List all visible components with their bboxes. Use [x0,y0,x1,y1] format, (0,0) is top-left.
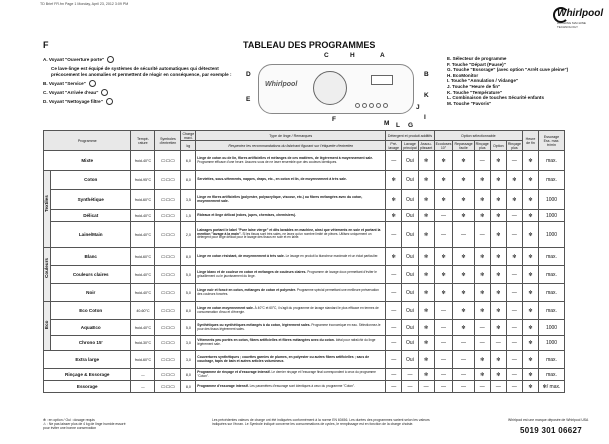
programme-desc: Linge noir et foncé en coton, mélanges de coton et polyester. Programme spécial permettant une meilleure préservation des couleurs foncées. [196,284,386,302]
cell-spin: max. [539,248,565,266]
cell-o3: — [474,381,490,393]
legend-l: L. Combinaison de touches Sécurité enfants [447,95,544,101]
cell-o3: ✻ [474,248,490,266]
cell-wash: Oui [402,284,418,302]
legend-j: J. Touche "Heure de fin" [447,83,501,89]
programme-temp: froid-40°C [131,151,155,171]
programme-temp: froid-60°C [131,351,155,369]
cell-wash: Oui [402,320,418,336]
cell-soft: — [418,381,434,393]
legend-c: C. Voyant "Arrivée d'eau" [43,89,233,96]
cell-o4: — [490,381,506,393]
care-symbols-icon: ▭▭▭ [155,336,181,351]
door-icon [107,56,114,63]
cell-soft: ✻ [418,248,434,266]
care-symbols-icon: ▭▭▭ [155,351,181,369]
cell-o5: — [506,302,522,320]
programme-name: Délicat [51,210,131,222]
cell-o3: ✻ [474,190,490,210]
cell-wash: Oui [402,151,418,171]
cell-o2: ✻ [453,266,474,284]
cell-o2: ✻ [453,320,474,336]
footnote-left: ✻ : en option / Oui : dosage requis ⚠ : Ne pas laisser plus de 4 kg de linge humide essoré pour éviter une bonne conservation [43,418,126,430]
th-detergent: Détergent et produit additifs [386,131,434,141]
table-row [44,369,565,381]
programme-name: AquaEco [51,320,131,336]
cell-soft: ✻ [418,302,434,320]
cell-wash: Oui [402,210,418,222]
cell-o2: — [453,351,474,369]
cell-o2: ✻ [453,284,474,302]
cell-o3: ✻ [474,210,490,222]
cell-o3: — [474,336,490,351]
programme-load: 8,0 [181,302,196,320]
cell-soft: ✻ [418,190,434,210]
th-opt2: Repassage facile [454,141,473,150]
cell-t: ✻ [523,351,539,369]
cell-soft: ✻ [418,351,434,369]
cell-o5: — [506,369,522,381]
programme-desc: Serviettes, sous-vêtements, nappes, draps, etc., en coton et lin, de moyennement à très sale. [196,171,386,190]
cell-o1: ✻ [434,248,453,266]
cell-spin: 1000 [539,320,565,336]
cell-soft: ✻ [418,369,434,381]
care-symbols-icon: ▭▭▭ [155,222,181,248]
cell-o4: ✻ [490,222,506,248]
cell-o4: ✻ [490,171,506,190]
panel-label-j: J [416,104,420,111]
cell-o1: — [434,351,453,369]
cell-o3: ✻ [474,266,490,284]
programme-load: 5,0 [181,266,196,284]
cell-wash: Oui [402,248,418,266]
cell-wash: — [402,381,418,393]
programme-temp: froid-60°C [131,190,155,210]
table-row [44,284,565,302]
legend-b: B. Voyant "Service" [43,80,233,87]
cell-o1: — [434,336,453,351]
group-label: Couleurs [44,248,51,302]
cell-t: ✻ [523,369,539,381]
care-symbols-icon: ▭▭▭ [155,284,181,302]
cell-spin: 1000 [539,222,565,248]
cell-o4: ✻ [490,210,506,222]
cell-o3: ✻ [474,351,490,369]
cell-o5: — [506,210,522,222]
programme-desc: Programme de rinçage et d'essorage intensif. Le dernier rinçage et l'essorage final correspondent à ceux du programme "Coton". [196,369,386,381]
table-row [44,151,565,171]
cell-o1: — [434,369,453,381]
th-linen-type: Type de linge / Remarques [196,131,386,141]
cell-t: ✻ [523,302,539,320]
cell-spin: max. [539,369,565,381]
programme-desc: Linge blanc et de couleur en coton et mélanges de couleurs claires. Programme de lavage doux permettant d'éviter le grisaillement ou le jaunissement du linge. [196,266,386,284]
programme-name: Blanc [51,248,131,266]
cell-o1: — [434,210,453,222]
th-opt4: Option [490,141,506,151]
cell-o5: — [506,222,522,248]
table-row [44,351,565,369]
programme-temp: 40-60°C [131,302,155,320]
cell-o2: ✻ [453,248,474,266]
table-row [44,171,565,190]
cell-o4: ✻ [490,190,506,210]
logo-tagline: WASHING MACHINE TECHNOLOGY [557,21,586,29]
cell-o2: — [453,381,474,393]
table-row [44,320,565,336]
cell-wash: Oui [402,222,418,248]
legend-h: H. EcoMonitor [447,72,479,78]
cell-o4: ✻ [490,320,506,336]
cell-pre: — [386,369,402,381]
control-panel-illustration [244,52,436,132]
th-opt1: Ecodoses 10° [435,141,452,150]
cell-spin: max. [539,284,565,302]
cell-pre: — [386,266,402,284]
programme-name: Eco Coton [51,302,131,320]
service-icon [89,80,96,87]
programme-temp: froid-40°C [131,284,155,302]
cell-o1: — [434,320,453,336]
programme-name: Coton [51,171,131,190]
th-programme: Programme [44,131,131,151]
panel-label-h: H [350,52,355,59]
programme-temp: froid-60°C [131,248,155,266]
programme-name: Chrono 15' [51,336,131,351]
programme-name: Synthétique [51,190,131,210]
th-opt3: Rinçage plus [475,141,489,150]
panel-buttons [355,95,405,105]
cell-spin: max. [539,351,565,369]
table-row [44,302,565,320]
table-row [44,336,565,351]
programme-desc: Couvertures synthétiques ; couettes garnies de plumes, en polyester ou autres fibres artificielles ; sacs de couchage, tapis de bain et autres articles volumineux. [196,351,386,369]
cell-pre: — [386,381,402,393]
footnote-right: Whirlpool est une marque déposée de Whirlpool USA [508,418,589,422]
cell-spin: ✻/ max. [539,381,565,393]
legend-d: D. Voyant "Nettoyage filtre" [43,98,233,105]
cell-spin: 1000 [539,190,565,210]
legend-intro: Ce lave-linge est équipé de systèmes de sécurité automatiques qui détectent précocement les anomalies et permettent de réagir en conséquence, par exemple : [51,66,232,77]
care-symbols-icon: ▭▭▭ [155,381,181,393]
programme-load: 3,0 [181,336,196,351]
programme-load: 3,5 [181,190,196,210]
cell-pre: — [386,302,402,320]
programme-temp: — [131,381,155,393]
cell-o2: ✻ [453,302,474,320]
programme-desc: Lainages portant le label "Pure laine vierge" et dits lavables en machine, ainsi que vêtements en soie et portant la mention "lavage à la main". Si les tissus sont très sales, ne lavez qu'un nombre limité de pièces. Utilisez uniquement un détergent pour linge délicat pour le lavage des tissus en soie et en laine. [196,222,386,248]
programme-desc: Programme d'essorage intensif. Les paramètres d'essorage sont identiques à ceux du programme "Coton". [196,381,386,393]
cell-wash: Oui [402,351,418,369]
whirlpool-logo [553,4,605,30]
programme-desc: Linge en fibres artificielles (polyester, polyacrylique, viscose, etc.) ou fibres mélangées avec du coton, moyennement sale. [196,190,386,210]
th-prewash: Pré-lavage [386,141,402,151]
document-code: 5019 301 06627 [520,426,583,435]
cell-o1: ✻ [434,171,453,190]
th-mainwash: Lavage principal [403,141,417,150]
legend-f: F. Touche "Départ (Pause)" [447,61,506,67]
programme-rows [44,151,565,393]
th-linen-note: Respectez les recommandations du fabricant figurant sur l'étiquette d'entretien [196,141,386,151]
programme-temp: — [131,369,155,381]
cell-o4: — [490,336,506,351]
programme-temp: froid-40°C [131,210,155,222]
group-label: Textiles [44,171,51,248]
care-symbols-icon: ▭▭▭ [155,369,181,381]
th-opt5: Rinçage plus [507,141,521,150]
table-row [44,222,565,248]
cell-wash: Oui [402,171,418,190]
cell-o5: — [506,336,522,351]
cell-wash: Oui [402,302,418,320]
panel-label-m: M [384,120,390,127]
cell-soft: ✻ [418,284,434,302]
cell-o3: — [474,222,490,248]
filter-icon [106,98,113,105]
programme-dial [313,71,347,105]
cell-pre: ✻ [386,190,402,210]
programme-desc: Linge de coton ou de lin, fibres artificielles et mélanges de ces matières, de légèrement à moyennement sale. Programme efficace d'une heure. Assurez-vous de ne laver ensemble que des couleurs identiques. [196,151,386,171]
cell-o4: ✻ [490,369,506,381]
cell-o3: — [474,320,490,336]
th-symbols: Symboles d'entretien [155,131,181,151]
cell-wash: Oui [402,336,418,351]
th-temperature: Tempé-rature [131,131,155,151]
cell-o5: — [506,284,522,302]
table-row [44,381,565,393]
cell-t: ✻ [523,266,539,284]
water-tap-icon [101,89,108,96]
cell-o4: ✻ [490,302,506,320]
cell-t: ✻ [523,210,539,222]
cell-o2: ✻ [453,210,474,222]
cell-o3: ✻ [474,284,490,302]
programme-load: 3,0 [181,351,196,369]
cell-o5: ✻ [506,171,522,190]
programme-load: 8,0 [181,248,196,266]
programme-name: Essorage [44,381,131,393]
th-endtime: Heure de fin [523,131,539,151]
panel-body [258,64,414,114]
cell-o1: ✻ [434,190,453,210]
cell-spin: max. [539,151,565,171]
cell-o2: — [453,336,474,351]
panel-label-d: D [246,71,251,78]
cell-o5: — [506,151,522,171]
cell-pre: — [386,351,402,369]
group-label: Eco [44,302,51,351]
programme-load: 5,0 [181,284,196,302]
cell-o4: ✻ [490,248,506,266]
cell-o2: ✻ [453,171,474,190]
th-options: Option sélectionnable [434,131,522,141]
care-symbols-icon: ▭▭▭ [155,266,181,284]
care-symbols-icon: ▭▭▭ [155,151,181,171]
cell-o4: ✻ [490,151,506,171]
footnote-mid: Les précédentes valeurs de charge ont été indiquées conformément à la norme EN 60456. Les durées des programmes varient selon les valeurs indiquées sur l'écran. Le Symbole indiqué concerne les consommations de cycles, le remplissage est en fonction de la charge choisie. [212,418,430,426]
right-legend [447,56,605,106]
programme-name: Mixte [44,151,131,171]
programme-temp: froid-40°C [131,222,155,248]
programme-name: Extra large [44,351,131,369]
cell-o4: ✻ [490,266,506,284]
panel-brand: Whirlpool [265,81,298,88]
programme-temp: froid-40°C [131,266,155,284]
table-row [44,190,565,210]
logo-brand: Whirlpool [557,8,604,19]
table-row [44,266,565,284]
care-symbols-icon: ▭▭▭ [155,171,181,190]
programme-desc: Rideaux et linge délicat (robes, jupes, chemises, chemisiers). [196,210,386,222]
cell-o3: ✻ [474,302,490,320]
cell-o5: — [506,320,522,336]
programme-load: 8,0 [181,369,196,381]
cell-wash: Oui [402,266,418,284]
programme-load: 8,0 [181,381,196,393]
cell-o2: — [453,222,474,248]
legend-m: M. Touche "Favoris" [447,100,492,106]
th-spin: Essorage Ess. max. tr/min [539,131,565,151]
panel-label-b: B [424,71,429,78]
programme-desc: Vêtements peu portés en coton, fibres artificielles et fibres mélangées avec du coton. Idéal pour rafraîchir du linge légèrement sale. [196,336,386,351]
cell-soft: ✻ [418,336,434,351]
care-symbols-icon: ▭▭▭ [155,248,181,266]
cell-o5: — [506,381,522,393]
legend-g: G. Touche "Essorage" (avec option "Arrêt cuve pleine") [447,67,569,73]
cell-soft: ✻ [418,222,434,248]
programme-desc: Synthétiques ou synthétiques mélangés à du coton, légèrement sales. Programme économique en eau. Sélectionnez-le pour des tissus légèrement sales. [196,320,386,336]
cell-pre: — [386,336,402,351]
programme-name: Laine/Main [51,222,131,248]
panel-display [371,75,393,85]
cell-o3: ✻ [474,171,490,190]
cell-o5: — [506,266,522,284]
programme-temp: froid-95°C [131,171,155,190]
programme-load: 2,0 [181,222,196,248]
cell-o3: ✻ [474,369,490,381]
print-header: TD Brief FR.fm Page 1 Monday, April 23, 2012 3:09 PM [40,2,129,6]
cell-t: ✻ [523,190,539,210]
panel-label-e: E [246,96,251,103]
cell-o1: — [434,302,453,320]
legend-e: E. Sélecteur de programme [447,56,507,61]
cell-pre: — [386,222,402,248]
programme-name: Noir [51,284,131,302]
programme-load: 8,0 [181,171,196,190]
cell-o5: ✻ [506,190,522,210]
cell-soft: ✻ [418,320,434,336]
cell-t: ✻ [523,320,539,336]
programme-load: 1,5 [181,210,196,222]
cell-o1: ✻ [434,266,453,284]
care-symbols-icon: ▭▭▭ [155,210,181,222]
panel-label-i: I [424,114,426,121]
th-softener: Assou-plissant [420,141,433,150]
programme-desc: Linge en coton moyennement sale. À 40°C et 60°C, il s'agit du programme de lavage standard le plus efficace en termes de consommation d'eau et d'énergie. [196,302,386,320]
cell-t: ✻ [523,222,539,248]
cell-wash: Oui [402,190,418,210]
cell-spin: 1000 [539,336,565,351]
cell-t: ✻ [523,381,539,393]
left-legend [43,56,233,105]
cell-o4: ✻ [490,284,506,302]
cell-soft: ✻ [418,210,434,222]
cell-t: ✻ [523,248,539,266]
cell-o5: ✻ [506,248,522,266]
cell-t: ✻ [523,336,539,351]
care-symbols-icon: ▭▭▭ [155,320,181,336]
cell-o3: — [474,151,490,171]
cell-t: ✻ [523,151,539,171]
legend-i: I. Touche "Annulation / Vidange" [447,78,519,84]
th-load: Charge maxi. [182,131,195,140]
cell-o1: — [434,381,453,393]
panel-label-k: K [424,92,429,99]
cell-soft: ✻ [418,151,434,171]
cell-pre: ✻ [386,171,402,190]
cell-o2: — [453,369,474,381]
cell-o4: ✻ [490,351,506,369]
cell-t: ✻ [523,284,539,302]
cell-soft: ✻ [418,171,434,190]
cell-o2: ✻ [453,151,474,171]
programme-temp: froid-40°C [131,320,155,336]
legend-k: K. Touche "Température" [447,89,502,95]
panel-label-g: G [408,122,414,129]
panel-label-a: A [380,52,385,59]
cell-pre: — [386,151,402,171]
programme-load: 5,0 [181,320,196,336]
programme-load: 6,0 [181,151,196,171]
section-letter: F [43,40,49,50]
cell-pre: — [386,320,402,336]
cell-pre: — [386,284,402,302]
cell-pre: ✻ [386,248,402,266]
cell-o1: ✻ [434,284,453,302]
panel-label-l: L [396,122,400,129]
cell-spin: max. [539,171,565,190]
cell-pre: ✻ [386,210,402,222]
cell-t: ✻ [523,171,539,190]
cell-wash: — [402,369,418,381]
table-row [44,248,565,266]
cell-o1: ✻ [434,151,453,171]
cell-o1: — [434,222,453,248]
panel-label-f: F [332,116,336,123]
th-load-unit: kg [181,141,196,151]
care-symbols-icon: ▭▭▭ [155,190,181,210]
cell-spin: 1000 [539,210,565,222]
cell-spin: max. [539,266,565,284]
programme-temp: froid-30°C [131,336,155,351]
page-title: TABLEAU DES PROGRAMMES [243,40,376,50]
table-row [44,210,565,222]
programme-desc: Linge en coton résistant, de moyennement à très sale. Le lavage en produit la blancheur maximale et un éclat particulier. [196,248,386,266]
legend-a: A. Voyant "Ouverture porte" [43,56,233,63]
programme-table [43,130,565,393]
panel-label-c: C [324,52,329,59]
cell-o5: — [506,351,522,369]
programme-name: Rinçage & Essorage [44,369,131,381]
cell-o2: ✻ [453,190,474,210]
cell-soft: ✻ [418,266,434,284]
cell-spin: max. [539,302,565,320]
care-symbols-icon: ▭▭▭ [155,302,181,320]
programme-name: Couleurs claires [51,266,131,284]
